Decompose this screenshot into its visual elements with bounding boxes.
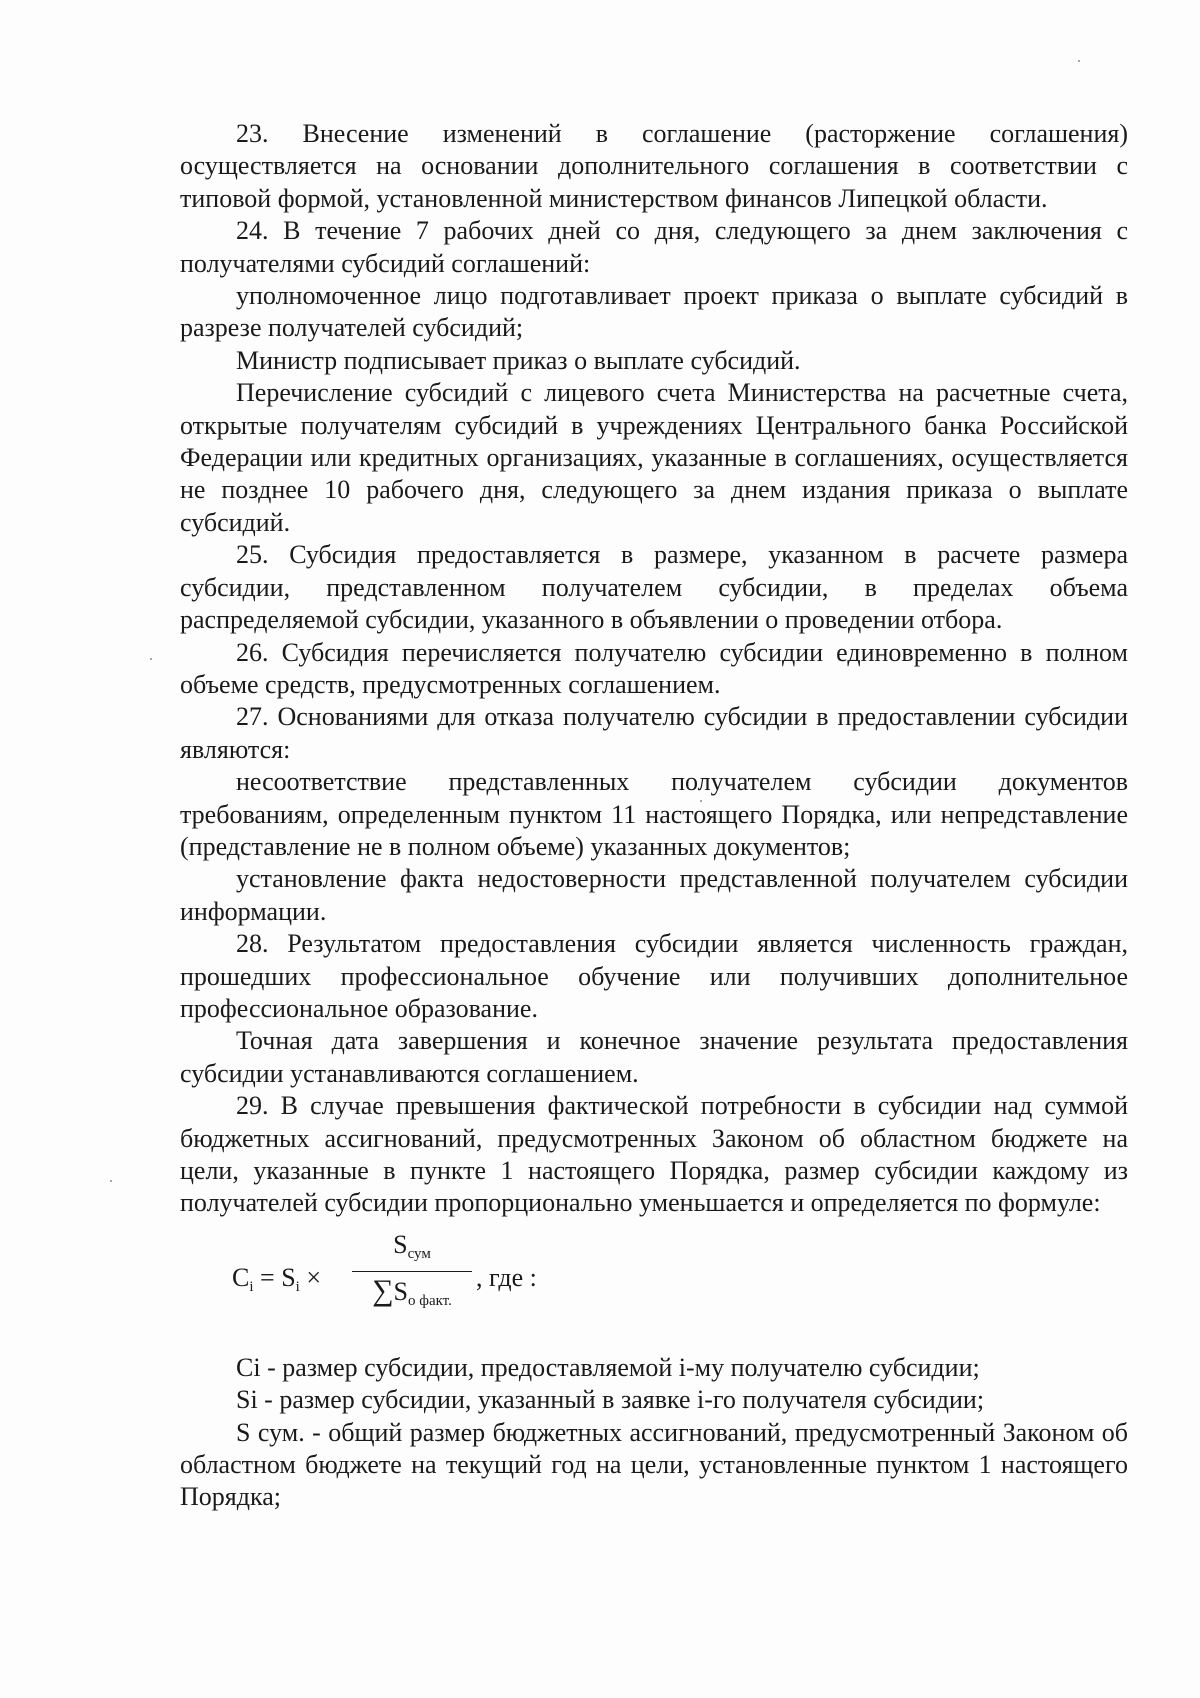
paragraph-23: 23. Внесение изменений в соглашение (расторжение соглашения) осуществляется на основании дополнительного соглашения в соответствии с типовой формой, установленной министерством финансов Липецкой области.	[180, 119, 1128, 213]
subsidy-formula	[180, 1222, 1128, 1338]
formula-sigma: ∑	[372, 1273, 394, 1307]
formula-times: ×	[306, 1262, 321, 1292]
formula-num-s: S	[393, 1229, 408, 1259]
formula-numerator	[352, 1230, 472, 1269]
paragraph-28-date: Точная дата завершения и конечное значение результата предоставления субсидии устанавливаются соглашением.	[180, 1026, 1128, 1088]
formula-fraction	[352, 1230, 472, 1316]
fraction-bar	[352, 1271, 472, 1272]
formula-den-sub: о факт.	[407, 1292, 452, 1309]
formula-c: C	[232, 1262, 250, 1292]
definition-si: Si - размер субсидии, указанный в заявке i-го получателя субсидии;	[236, 1385, 985, 1415]
paragraph-26: 26. Субсидия перечисляется получателю субсидии единовременно в полном объеме средств, предусмотренных соглашением.	[180, 637, 1128, 699]
document-body	[180, 118, 1128, 1514]
formula-c-sub: i	[249, 1278, 254, 1295]
formula-s-sub: i	[295, 1278, 300, 1295]
formula-lhs	[232, 1262, 321, 1303]
formula-denominator	[352, 1273, 472, 1316]
paragraph-25: 25. Субсидия предоставляется в размере, указанном в расчете размера субсидии, представленном получателем субсидии, в пределах объема распределяемой субсидии, указанного в объявлении о проведении отбора.	[180, 540, 1128, 635]
scan-speck	[1078, 60, 1080, 62]
formula-where: , где :	[476, 1262, 537, 1292]
paragraph-27-item-2: установление факта недостоверности представленной получателем субсидии информации.	[180, 864, 1128, 926]
paragraph-29: 29. В случае превышения фактической потребности в субсидии над суммой бюджетных ассигнований, предусмотренных Законом об областном бюджете на цели, указанные в пункте 1 настоящего Порядка, размер субсидии каждому из получателей субсидии пропорционально уменьшается и определяется по формуле:	[180, 1091, 1128, 1218]
formula-equals: =	[260, 1262, 275, 1292]
paragraph-24-item-2: Министр подписывает приказ о выплате субсидий.	[236, 345, 801, 375]
paragraph-24: 24. В течение 7 рабочих дней со дня, следующего за днем заключения с получателями субсидий соглашений:	[180, 216, 1128, 278]
formula-den-s: S	[393, 1276, 408, 1306]
scan-speck	[150, 658, 152, 660]
formula-s: S	[281, 1262, 296, 1292]
paragraph-24-transfer: Перечисление субсидий с лицевого счета Министерства на расчетные счета, открытые получателям субсидий в учреждениях Центрального банка Российской Федерации или кредитных организациях, указанные в соглашениях, осуществляется не позднее 10 рабочего дня, следующего за днем издания приказа о выплате субсидий.	[180, 378, 1128, 537]
paragraph-27-item-1: несоответствие представленных получателем субсидии документов требованиям, определенным пунктом 11 настоящего Порядка, или непредставление (представление не в полном объеме) указанных документов;	[180, 767, 1128, 861]
definition-ci: Ci - размер субсидии, предоставляемой i-му получателю субсидии;	[236, 1352, 980, 1382]
paragraph-27: 27. Основаниями для отказа получателю субсидии в предоставлении субсидии являются:	[180, 702, 1128, 764]
scan-speck	[110, 1180, 112, 1182]
spacer	[180, 1338, 1128, 1352]
definition-s-sum: S сум. - общий размер бюджетных ассигнований, предусмотренный Законом об областном бюджете на текущий год на цели, установленные пунктом 1 настоящего Порядка;	[180, 1417, 1128, 1512]
paragraph-24-item-1: уполномоченное лицо подготавливает проект приказа о выплате субсидий в разрезе получателей субсидий;	[180, 281, 1128, 343]
formula-num-sub: сум	[407, 1245, 431, 1262]
paragraph-28: 28. Результатом предоставления субсидии является численность граждан, прошедших профессиональное обучение или получивших дополнительное профессиональное образование.	[180, 929, 1128, 1023]
